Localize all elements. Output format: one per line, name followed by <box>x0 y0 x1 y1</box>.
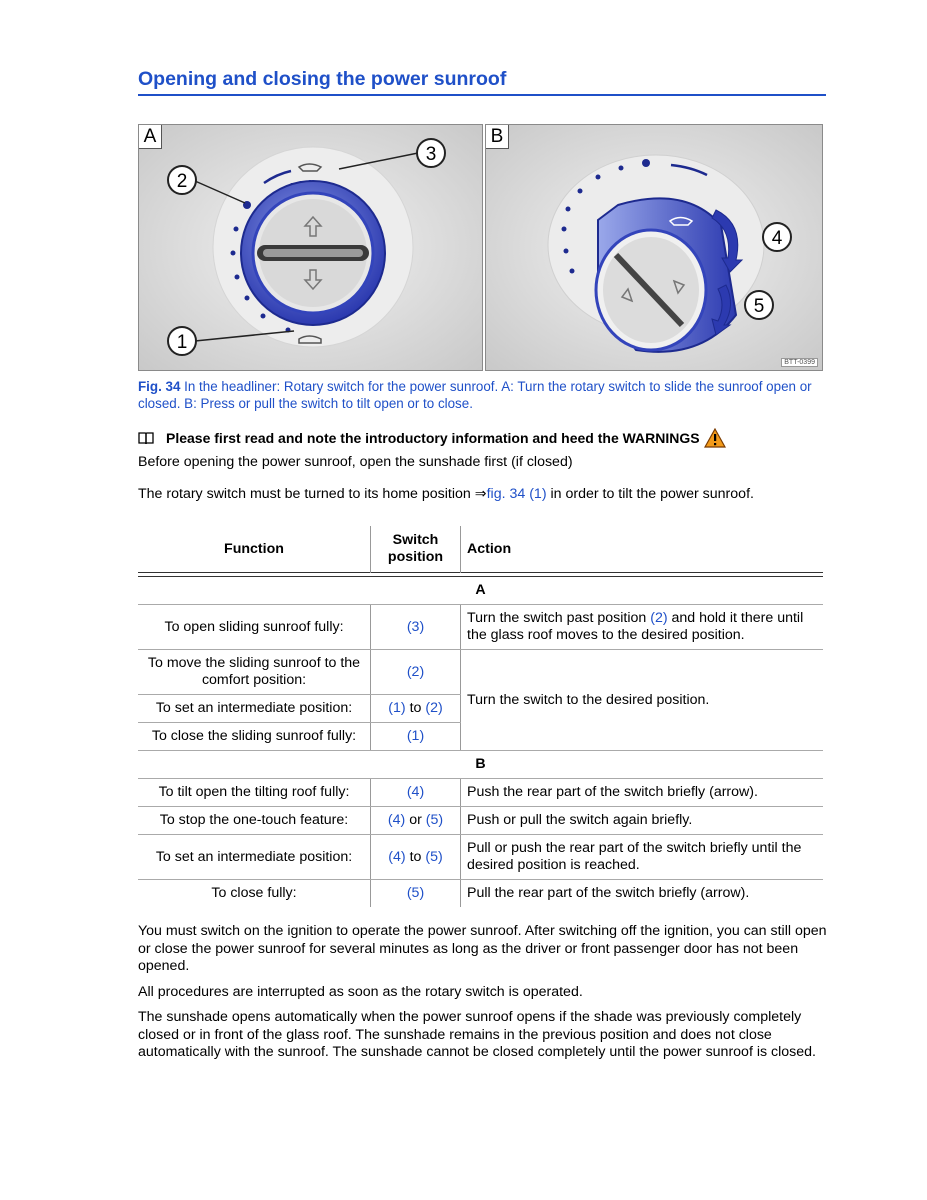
table-header-row <box>138 526 823 573</box>
text-before-link: The rotary switch must be turned to its home position ⇒ <box>138 486 487 502</box>
paragraph-sunshade-auto: The sunshade opens automatically when the power sunroof opens if the shade was previously completely closed or in front of the glass roof. The sunshade remains in the previous position and does not close automatically with the sunroof. The sunshade cannot be closed completely until the power sunroof is closed. <box>138 1009 816 1060</box>
table-row <box>138 807 823 835</box>
header-switch-line2: position <box>387 549 444 565</box>
callout-4: 4 <box>771 228 783 249</box>
table-row <box>138 650 823 695</box>
note-text: Please first read and note the introductory information and heed the WARNINGS <box>166 430 700 446</box>
paragraph-ignition: You must switch on the ignition to operate the power sunroof. After switching off the ignition, you can still open or close the power sunroof for several minutes as long as the driver or front passenger door has not been opened. <box>138 923 827 974</box>
row-action: Turn the switch to the desired position. <box>461 650 824 751</box>
table-row <box>138 779 823 807</box>
row-action: Pull the rear part of the switch briefly (arrow). <box>467 885 750 901</box>
position-link[interactable]: (5) <box>425 848 443 865</box>
book-icon <box>138 431 154 445</box>
row-position[interactable]: (2) <box>371 650 461 695</box>
caption-text: In the headliner: Rotary switch for the power sunroof. A: Turn the rotary switch to slide the sunroof open or closed. B: Press or pull the switch to tilt open or to close. <box>138 379 812 411</box>
row-function: To move the sliding sunroof to the comfort position: <box>138 650 371 695</box>
text-after-link: in order to tilt the power sunroof. <box>546 486 754 502</box>
figure-label: Fig. 34 <box>138 379 181 394</box>
figure-34 <box>138 124 823 371</box>
rotary-switch-illustration-b <box>486 125 822 370</box>
row-function: To stop the one-touch feature: <box>138 807 371 835</box>
note-line <box>138 428 828 448</box>
table-row <box>138 880 823 908</box>
header-switch-position <box>371 526 461 573</box>
row-position[interactable]: (1) <box>371 723 461 751</box>
position-link[interactable]: (2) <box>425 700 443 716</box>
warning-icon <box>704 428 726 448</box>
figure-caption <box>138 378 818 412</box>
paragraph-home-position <box>138 486 828 504</box>
position-link[interactable]: (1) <box>388 700 406 716</box>
action-text: and hold it there until the glass roof moves to the desired position. <box>467 610 804 643</box>
position-join: or <box>405 812 426 828</box>
row-position <box>371 807 461 835</box>
section-a-label: A <box>138 577 823 605</box>
function-table <box>138 526 823 907</box>
row-position[interactable]: (3) <box>371 605 461 650</box>
paragraph-interrupted: All procedures are interrupted as soon as the rotary switch is operated. <box>138 984 583 1000</box>
header-switch-line1: Switch <box>392 532 439 548</box>
section-row-b <box>138 751 823 779</box>
row-position <box>371 835 461 880</box>
row-action: Pull or push the rear part of the switch briefly until the desired position is reached. <box>461 835 824 880</box>
row-function: To close the sliding sunroof fully: <box>138 723 371 751</box>
figure-panel-b <box>485 124 823 371</box>
callout-2: 2 <box>176 171 188 192</box>
position-link[interactable]: (2) <box>650 610 668 626</box>
header-action: Action <box>467 540 512 557</box>
row-function: To set an intermediate position: <box>138 695 371 723</box>
page-title: Opening and closing the power sunroof <box>138 68 826 96</box>
fig-34-link[interactable]: fig. 34 (1) <box>486 486 547 502</box>
panel-label-a: A <box>139 125 162 149</box>
row-function: To set an intermediate position: <box>138 835 371 880</box>
figure-code: BTT-0399 <box>781 358 818 367</box>
callout-3: 3 <box>425 144 437 165</box>
action-text: Turn the switch past position <box>467 610 651 626</box>
position-link[interactable]: (4) <box>387 812 406 828</box>
section-b-label: B <box>138 751 823 779</box>
row-position[interactable]: (4) <box>371 779 461 807</box>
panel-label-b: B <box>486 125 509 149</box>
table-row <box>138 835 823 880</box>
row-action: Push or pull the switch again briefly. <box>461 807 824 835</box>
rotary-switch-illustration-a <box>139 125 482 370</box>
header-function: Function <box>224 540 284 557</box>
table-row <box>138 605 823 650</box>
position-link[interactable]: (4) <box>388 848 406 865</box>
position-join: to <box>405 700 426 716</box>
section-row-a <box>138 577 823 605</box>
position-join: to <box>405 848 426 865</box>
callout-5: 5 <box>753 296 765 317</box>
row-position <box>371 695 461 723</box>
position-link[interactable]: (5) <box>425 812 444 828</box>
row-function: To close fully: <box>211 885 297 901</box>
paragraph-sunshade: Before opening the power sunroof, open the sunshade first (if closed) <box>138 454 573 470</box>
row-function: To tilt open the tilting roof fully: <box>138 779 371 807</box>
row-position[interactable]: (5) <box>371 880 461 908</box>
callout-1: 1 <box>176 332 188 353</box>
figure-panel-a <box>138 124 483 371</box>
row-function: To open sliding sunroof fully: <box>138 605 371 650</box>
row-action <box>461 605 824 650</box>
row-action: Push the rear part of the switch briefly (arrow). <box>461 779 824 807</box>
